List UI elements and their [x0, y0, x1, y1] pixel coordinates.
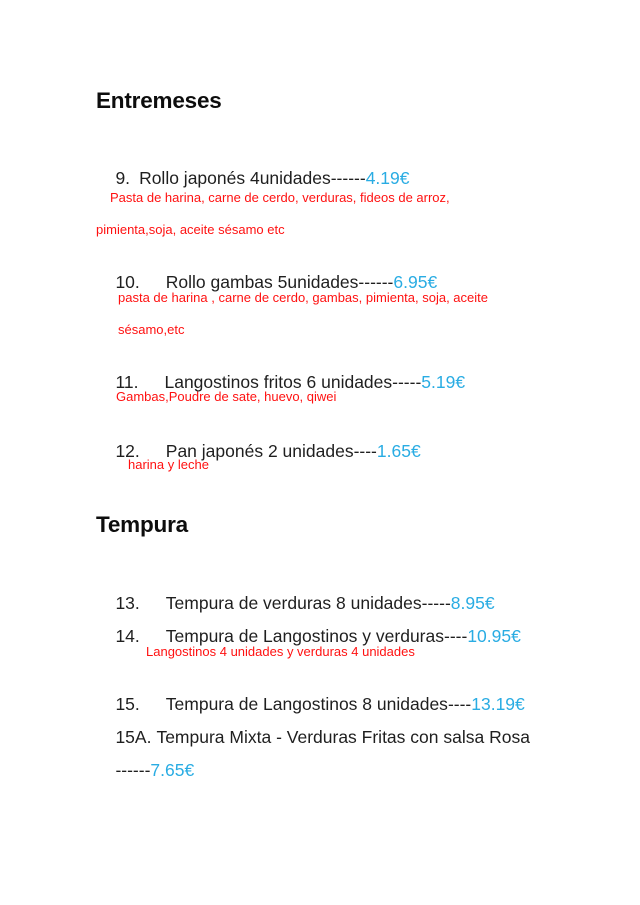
- leader-dashes: ----: [353, 440, 377, 461]
- item-number: 14.: [115, 625, 140, 646]
- leader-dashes: -----: [392, 371, 422, 392]
- item-number: 13.: [115, 592, 140, 613]
- item-description-line: Pasta de harina, carne de cerdo, verduras, fideos de arroz,: [110, 190, 450, 205]
- item-price: 6.95€: [393, 271, 438, 292]
- item-name: Pan japonés 2 unidades: [165, 440, 354, 461]
- item-price: 7.65€: [150, 759, 195, 780]
- item-number: 11.: [115, 371, 139, 392]
- menu-item-price-continuation: [96, 744, 194, 797]
- item-number: 15.: [115, 693, 140, 714]
- item-name: Rollo gambas 5unidades: [165, 271, 359, 292]
- item-price: 5.19€: [421, 371, 466, 392]
- item-name: Tempura de Langostinos 8 unidades: [165, 693, 448, 714]
- item-description-line: pasta de harina , carne de cerdo, gambas, pimienta, soja, aceite: [118, 290, 488, 305]
- item-description-line: Gambas,Poudre de sate, huevo, qiwei: [116, 389, 337, 404]
- item-description-line: harina y leche: [128, 457, 209, 472]
- item-price: 10.95€: [467, 625, 521, 646]
- item-number: 12.: [115, 440, 140, 461]
- item-price: 4.19€: [365, 167, 410, 188]
- item-number: 15A.: [115, 726, 152, 747]
- item-number: 9.: [115, 167, 131, 188]
- leader-dashes: ----: [444, 625, 468, 646]
- item-name: Tempura de Langostinos y verduras: [165, 625, 444, 646]
- item-name: Tempura de verduras 8 unidades: [165, 592, 422, 613]
- leader-dashes: -----: [421, 592, 451, 613]
- item-name: Langostinos fritos 6 unidades: [164, 371, 393, 392]
- item-price: 13.19€: [471, 693, 525, 714]
- item-number: 10.: [115, 271, 140, 292]
- section-heading-entremeses: Entremeses: [96, 88, 222, 113]
- leader-dashes: ------: [115, 759, 151, 780]
- item-description-line: pimienta,soja, aceite sésamo etc: [96, 222, 285, 237]
- leader-dashes: ------: [330, 167, 366, 188]
- item-name: Rollo japonés 4unidades: [139, 167, 331, 188]
- item-description-line: sésamo,etc: [118, 322, 185, 337]
- leader-dashes: ------: [358, 271, 394, 292]
- item-description-line: Langostinos 4 unidades y verduras 4 unidades: [146, 644, 415, 659]
- item-price: 8.95€: [450, 592, 495, 613]
- leader-dashes: ----: [447, 693, 472, 714]
- item-name: Tempura Mixta - Verduras Fritas con salsa Rosa: [156, 726, 530, 747]
- item-price: 1.65€: [376, 440, 421, 461]
- section-heading-tempura: Tempura: [96, 512, 188, 537]
